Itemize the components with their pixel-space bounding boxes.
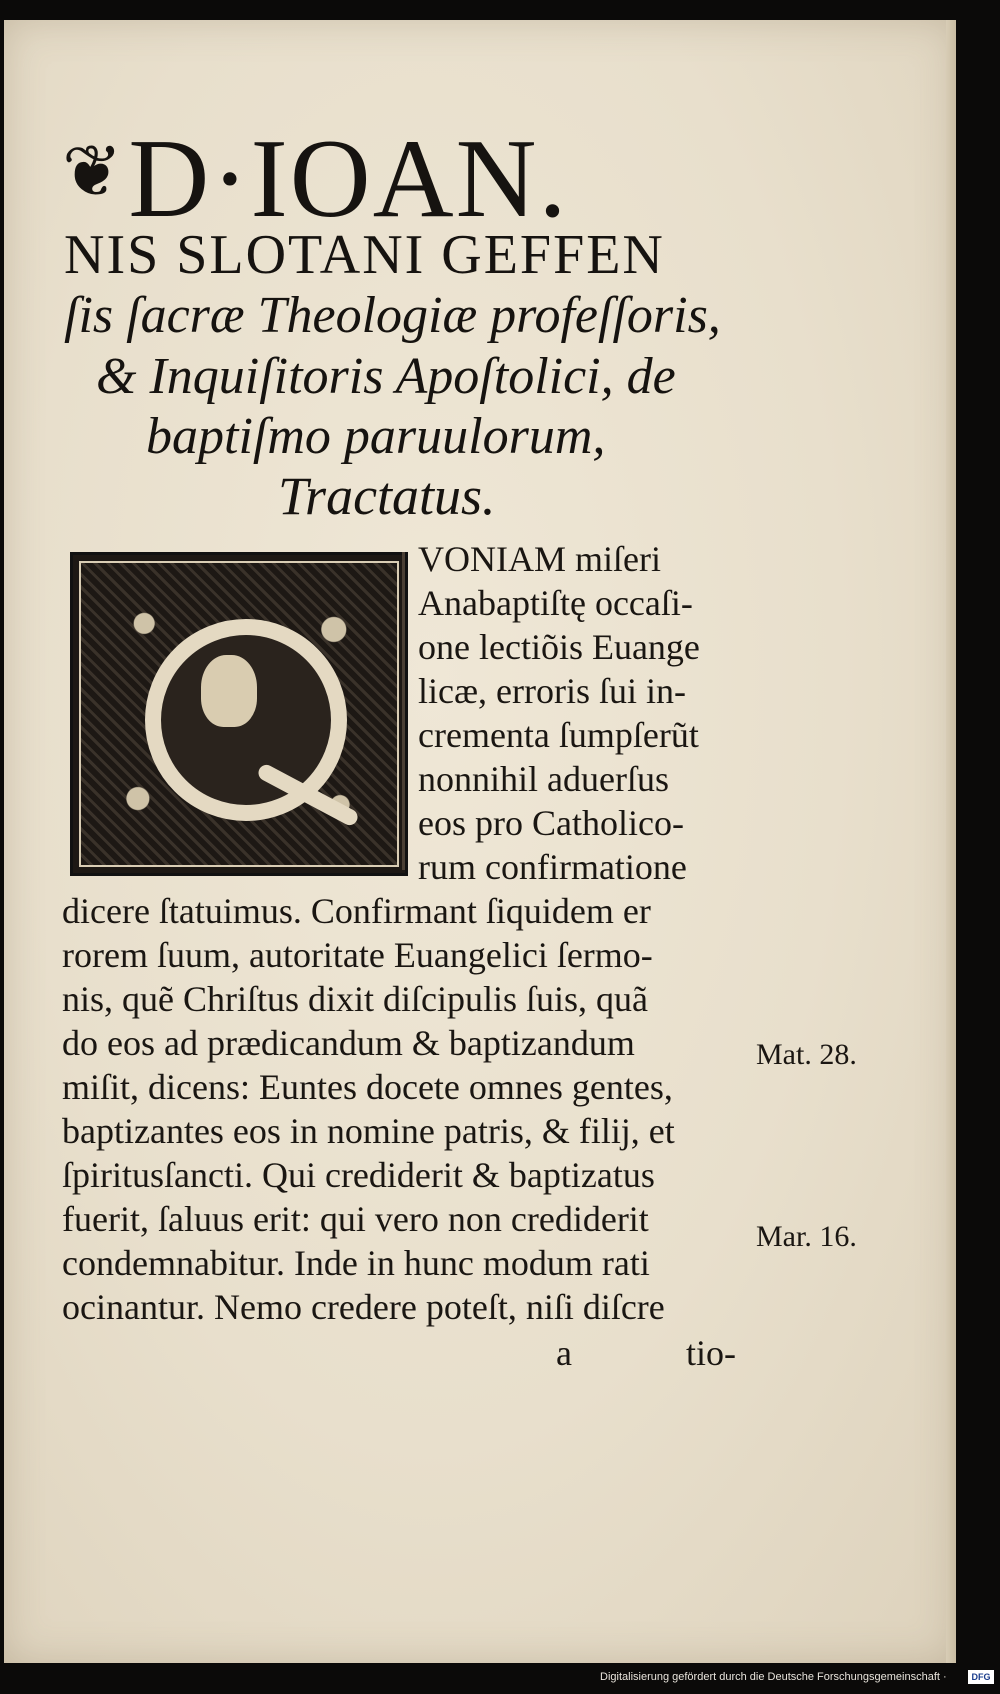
title-line-2: NIS SLOTANI GEFFEN	[64, 224, 665, 286]
margin-note-mar: Mar. 16.	[756, 1220, 857, 1253]
title-line-1: ❦D·IOAN.	[62, 117, 569, 241]
text-line: do eos ad prædicandum & baptizandum	[62, 1023, 635, 1063]
text-line: fuerit, ſaluus erit: qui vero non crediderit	[62, 1199, 649, 1239]
text-line: rum confirmatione	[418, 847, 687, 887]
title-line-5: baptiſmo paruulorum,	[146, 408, 606, 465]
text-line: dicere ſtatuimus. Confirmant ſiquidem er	[62, 891, 651, 931]
title-line-6: Tractatus.	[278, 466, 496, 526]
decorated-initial-q	[70, 552, 408, 876]
fleuron-ornament-icon: ❦	[62, 132, 125, 212]
text-line: rorem ſuum, autoritate Euangelici ſermo-	[62, 935, 653, 975]
dfg-badge: DFG	[968, 1670, 994, 1684]
text-line: Anabaptiſtę occaſi-	[418, 583, 693, 623]
title-line-4: & Inquiſitoris Apoſtolici, de	[96, 348, 676, 405]
text-line: nis, quẽ Chriſtus dixit diſcipulis ſuis, quã	[62, 979, 649, 1019]
signature-mark: a	[556, 1333, 572, 1373]
text-line: licæ, erroris ſui in-	[418, 671, 686, 711]
book-page	[4, 20, 956, 1663]
text-line: condemnabitur. Inde in hunc modum rati	[62, 1243, 650, 1283]
text-line: nonnihil aduerſus	[418, 759, 669, 799]
initial-rule	[402, 552, 405, 870]
initial-face-icon	[201, 655, 257, 727]
text-line: crementa ſumpſerũt	[418, 715, 699, 755]
text-line: miſit, dicens: Euntes docete omnes gentes,	[62, 1067, 673, 1107]
text-line: ſpiritusſancti. Qui crediderit & baptizatus	[62, 1155, 655, 1195]
title-line-3: ſis ſacræ Theologiæ profeſſoris,	[64, 287, 721, 344]
margin-note-mat: Mat. 28.	[756, 1038, 857, 1071]
text-line: VONIAM miſeri	[418, 539, 661, 579]
text-line: one lectiõis Euange	[418, 627, 700, 667]
text-line: baptizantes eos in nomine patris, & filĳ, et	[62, 1111, 675, 1151]
footer-credit: Digitalisierung gefördert durch die Deutsche Forschungsgemeinschaft ·	[600, 1671, 947, 1683]
text-line: ocinantur. Nemo credere poteſt, niſi diſcre	[62, 1287, 665, 1327]
catchword: tio-	[686, 1333, 736, 1373]
text-line: eos pro Catholico-	[418, 803, 684, 843]
page-edge	[946, 20, 956, 1663]
